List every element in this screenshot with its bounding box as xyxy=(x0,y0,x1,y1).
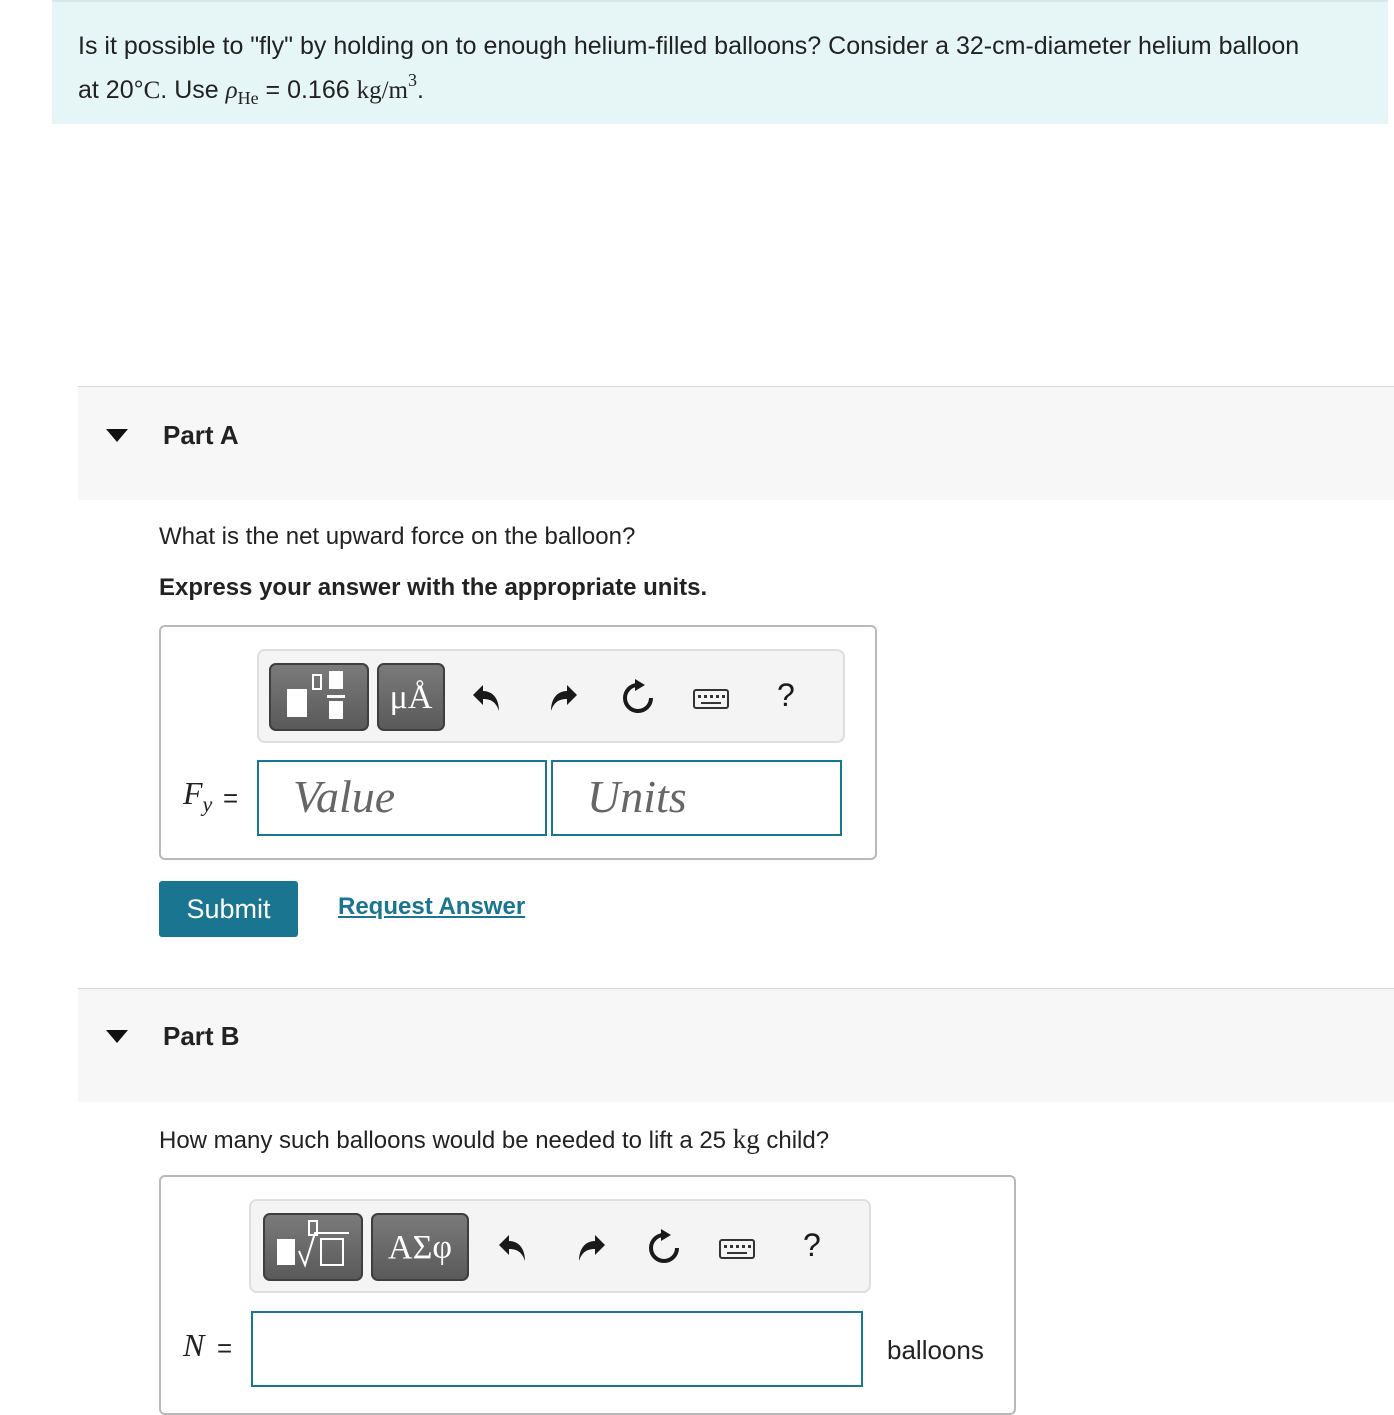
part-b-question-unit: kg xyxy=(732,1124,760,1154)
var-f: F xyxy=(183,775,203,811)
part-a-equals: = xyxy=(223,783,239,813)
celsius-symbol: C xyxy=(143,77,161,104)
part-b-question-suffix: child? xyxy=(759,1127,830,1154)
part-b-question xyxy=(159,1124,829,1155)
caret-down-icon[interactable] xyxy=(106,1030,128,1043)
rho-symbol: ρ xyxy=(225,77,238,104)
keyboard-icon[interactable] xyxy=(719,1239,755,1259)
greek-symbols-button[interactable] xyxy=(371,1213,469,1281)
greek-symbols-label: ΑΣφ xyxy=(388,1229,452,1266)
units-symbols-label: μÅ xyxy=(389,679,433,716)
units-symbols-button[interactable] xyxy=(377,663,445,731)
part-a-title: Part A xyxy=(163,420,239,450)
help-icon[interactable]: ? xyxy=(777,677,795,713)
sqrt-templates-button[interactable] xyxy=(263,1213,363,1281)
density-unit: kg/m xyxy=(356,77,408,104)
reset-icon[interactable] xyxy=(645,1227,683,1267)
problem-statement xyxy=(52,0,1388,124)
var-subscript: y xyxy=(202,791,213,817)
part-b-equals: = xyxy=(217,1333,233,1363)
use-text: . Use xyxy=(160,76,226,104)
part-b-header[interactable] xyxy=(78,988,1394,1102)
part-a-instruction: Express your answer with the appropriate units. xyxy=(159,574,708,601)
templates-button[interactable] xyxy=(269,663,369,731)
templates-icon xyxy=(271,665,367,729)
part-b-question-prefix: How many such balloons would be needed to lift a 25 xyxy=(159,1127,733,1154)
part-a-variable xyxy=(183,775,212,817)
units-placeholder: Units xyxy=(587,771,687,822)
undo-icon[interactable] xyxy=(469,677,505,717)
part-b-title: Part B xyxy=(163,1021,240,1051)
density-value: = 0.166 xyxy=(258,76,357,104)
part-a-header[interactable] xyxy=(78,386,1394,500)
balloon-count-input[interactable] xyxy=(251,1311,863,1387)
part-b-variable: N xyxy=(183,1327,205,1363)
keyboard-icon[interactable] xyxy=(693,689,729,709)
part-a-toolbar xyxy=(257,649,845,743)
request-answer-link[interactable]: Request Answer xyxy=(338,893,526,920)
density-unit-exponent: 3 xyxy=(408,70,417,90)
period: . xyxy=(417,76,424,104)
degree-symbol: ° xyxy=(133,76,144,104)
part-a-answer-box xyxy=(159,625,877,860)
part-b-answer-box xyxy=(159,1175,1016,1415)
value-input[interactable] xyxy=(257,760,547,836)
value-placeholder: Value xyxy=(293,771,396,822)
problem-text-line2 xyxy=(78,64,424,114)
rho-subscript: He xyxy=(237,88,259,108)
submit-button[interactable]: Submit xyxy=(159,881,298,937)
help-icon[interactable]: ? xyxy=(803,1227,821,1263)
caret-down-icon[interactable] xyxy=(106,429,128,442)
redo-icon[interactable] xyxy=(545,677,581,717)
redo-icon[interactable] xyxy=(573,1227,609,1267)
undo-icon[interactable] xyxy=(495,1227,531,1267)
units-input[interactable] xyxy=(551,760,842,836)
part-b-toolbar xyxy=(249,1199,871,1293)
reset-icon[interactable] xyxy=(619,677,657,717)
sqrt-templates-icon xyxy=(265,1215,361,1279)
balloons-unit-label: balloons xyxy=(887,1335,984,1365)
part-a-question: What is the net upward force on the balloon? xyxy=(159,523,636,550)
problem-text-line1: Is it possible to "fly" by holding on to enough helium-filled balloons? Consider a 32-cm-diameter helium balloon xyxy=(78,32,1300,60)
problem-temp-prefix: at 20 xyxy=(78,76,134,104)
